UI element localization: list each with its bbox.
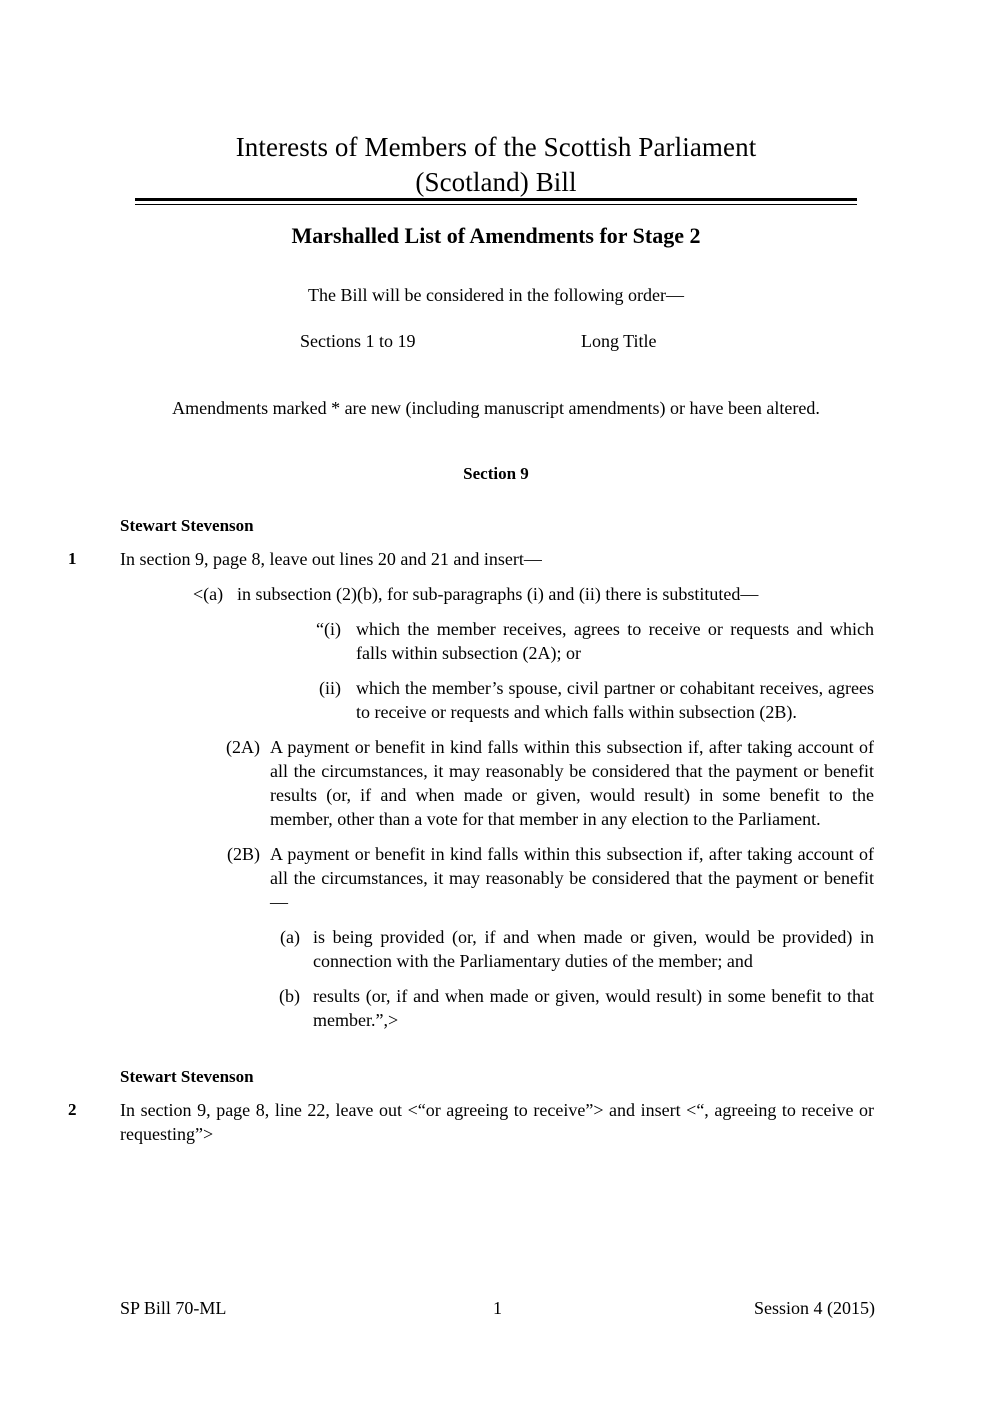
amendment-1-sub-i-marker: “(i) (316, 619, 341, 639)
header-double-rule (135, 198, 857, 205)
footer-session: Session 4 (2015) (754, 1298, 875, 1318)
amendment-1-sub-2b-b (272, 984, 874, 1032)
amendment-1-sub-2b-b-marker: (b) (279, 986, 300, 1006)
amendment-1-para-a (193, 582, 874, 606)
footer-bill-reference: SP Bill 70-ML (120, 1298, 227, 1318)
document-subtitle: Marshalled List of Amendments for Stage 2 (291, 223, 701, 248)
amendment-1-sub-ii (293, 676, 874, 724)
amendment-1-sub-2b-a (272, 925, 874, 973)
amendment-1-sub-2b-a-marker: (a) (280, 927, 300, 947)
amendment-1-para-2b-text: A payment or benefit in kind falls within this subsection if, after taking account of all the circumstances, it may reasonably be considered that the payment or benefit— (270, 844, 874, 912)
starred-amendments-note: Amendments marked * are new (including manuscript amendments) or have been altered. (172, 398, 820, 418)
amendment-1-para-a-marker: <(a) (193, 584, 224, 604)
order-item-long-title: Long Title (581, 331, 657, 351)
amendment-1-para-2a (210, 735, 874, 831)
amendment-1-para-2b (210, 842, 874, 914)
amendment-2-lead-text: In section 9, page 8, line 22, leave out <“or agreeing to receive”> and insert <“, agreeing to receive or requesting”> (120, 1100, 874, 1144)
amendment-1-sub-i-text: which the member receives, agrees to receive or requests and which falls within subsection (2A); or (356, 619, 874, 663)
amendment-1-sub-ii-text: which the member’s spouse, civil partner or cohabitant receives, agrees to receive or requests and which falls within subsection (2B). (356, 678, 874, 722)
document-title-line-1: Interests of Members of the Scottish Parliament (235, 132, 757, 163)
amendment-1-para-a-text: in subsection (2)(b), for sub-paragraphs (i) and (ii) there is substituted— (237, 584, 759, 604)
order-note: The Bill will be considered in the following order— (308, 285, 684, 305)
amendment-1-sub-ii-marker: (ii) (319, 678, 341, 698)
amendment-1-sub-2b-b-text: results (or, if and when made or given, would result) in some benefit to that member.”,> (313, 986, 874, 1030)
amendment-1-row (68, 547, 874, 571)
amendment-1-para-2a-marker: (2A) (226, 737, 260, 757)
amendment-2-member: Stewart Stevenson (120, 1067, 254, 1086)
amendment-1-sub-i (293, 617, 874, 665)
footer-page-number: 1 (493, 1298, 502, 1318)
document-title (135, 130, 857, 200)
amendment-block-2 (68, 1066, 874, 1146)
amendment-2-row (68, 1098, 874, 1146)
document-title-line-2: (Scotland) Bill (415, 167, 577, 198)
order-item-sections: Sections 1 to 19 (300, 331, 416, 351)
amendment-1-member: Stewart Stevenson (120, 516, 254, 535)
amendment-1-para-2a-text: A payment or benefit in kind falls within this subsection if, after taking account of all the circumstances, it may reasonably be considered that the payment or benefit results (or, if and when made or given, would result) in some benefit to the member, other than a vote for that member in any election to the Parliament. (270, 737, 874, 829)
amendment-2-number: 2 (68, 1100, 77, 1119)
rule-thin (135, 204, 857, 205)
amendment-1-lead-text: In section 9, page 8, leave out lines 20 and 21 and insert— (120, 549, 542, 569)
amendment-block-1 (68, 515, 874, 1032)
amendment-1-para-2b-marker: (2B) (227, 844, 260, 864)
amendment-1-sub-2b-a-text: is being provided (or, if and when made or given, would be provided) in connection with the Parliamentary duties of the member; and (313, 927, 874, 971)
section-heading: Section 9 (463, 464, 529, 483)
amendment-1-number: 1 (68, 549, 77, 568)
